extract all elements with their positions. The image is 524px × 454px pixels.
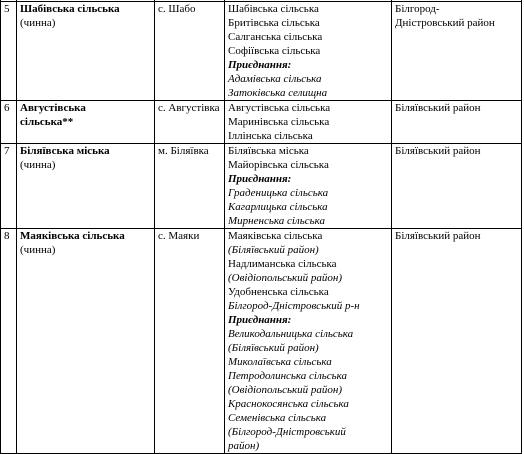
joining-council: Адамівська сільська xyxy=(228,73,322,85)
joining-council: Краснокосянська сільська xyxy=(228,398,349,410)
community-name: Маяківська сільська xyxy=(20,230,125,242)
member-council: Удобненська сільська xyxy=(228,286,329,298)
joining-district-note: (Білгород-Дністровський xyxy=(228,426,346,438)
joining-council: Затоківська селищна xyxy=(228,87,328,99)
community-name: Біляївська міська xyxy=(20,145,110,157)
district: Білгород- xyxy=(395,3,440,15)
admin-center: м. Біляївка xyxy=(155,144,225,229)
district: Біляївський район xyxy=(392,144,522,229)
row-number: 7 xyxy=(1,144,17,229)
member-council: Маяківська сільська xyxy=(228,230,323,242)
admin-center: с. Маяки xyxy=(155,229,225,454)
table-row-6 xyxy=(1,101,522,144)
joining-council: Кагарлицька сільська xyxy=(228,201,328,213)
partial-top-text xyxy=(228,0,388,1)
member-council: Біляївська міська xyxy=(228,145,309,157)
community-status: (чинна) xyxy=(20,159,56,171)
community-name: Августівська xyxy=(20,102,86,114)
member-district-note: (Біляївський район) xyxy=(228,244,319,256)
admin-center: с. Августівка xyxy=(155,101,225,144)
joining-district-note: район) xyxy=(228,440,260,452)
district: Дністровський район xyxy=(395,17,495,29)
member-council: Іллінська сільська xyxy=(228,130,313,142)
table-row-5 xyxy=(1,2,522,101)
admin-center: с. Шабо xyxy=(155,2,225,101)
joining-label: Приєднання: xyxy=(228,59,292,71)
community-name: сільська** xyxy=(20,116,74,128)
member-council: Шабівська сільська xyxy=(228,3,319,15)
table-row-7 xyxy=(1,144,522,229)
joining-council: Великодальницька сільська xyxy=(228,328,354,340)
row-number: 8 xyxy=(1,229,17,454)
district: Біляївський район xyxy=(392,101,522,144)
joining-label: Приєднання: xyxy=(228,173,292,185)
member-council: Софіївська сільська xyxy=(228,45,321,57)
member-council: Майорівська сільська xyxy=(228,159,329,171)
row-number: 6 xyxy=(1,101,17,144)
member-district-note: (Овідіопольський район) xyxy=(228,272,342,284)
joining-council: Мирненська сільська xyxy=(228,215,325,227)
joining-council: Граденицька сільська xyxy=(228,187,329,199)
joining-district-note: (Біляївський район) xyxy=(228,342,319,354)
row-number: 5 xyxy=(1,2,17,101)
community-status: (чинна) xyxy=(20,244,56,256)
member-council: Августівська сільська xyxy=(228,102,331,114)
member-council: Бритівська сільська xyxy=(228,17,320,29)
joining-district-note: (Овідіопольський район) xyxy=(228,384,342,396)
member-council: Надлиманська сільська xyxy=(228,258,337,270)
community-status: (чинна) xyxy=(20,17,56,29)
member-council: Маринівська сільська xyxy=(228,116,330,128)
district: Біляївський район xyxy=(392,229,522,454)
table-row-8 xyxy=(1,229,522,454)
joining-council: Миколаївська сільська xyxy=(228,356,332,368)
joining-council: Семенівська сільська xyxy=(228,412,327,424)
member-council: Салганська сільська xyxy=(228,31,323,43)
joining-label: Приєднання: xyxy=(228,314,292,326)
member-district-note: Білгород-Дністровський р-н xyxy=(228,300,360,312)
community-name: Шабівська сільська xyxy=(20,3,120,15)
joining-council: Петродолинська сільська xyxy=(228,370,348,382)
